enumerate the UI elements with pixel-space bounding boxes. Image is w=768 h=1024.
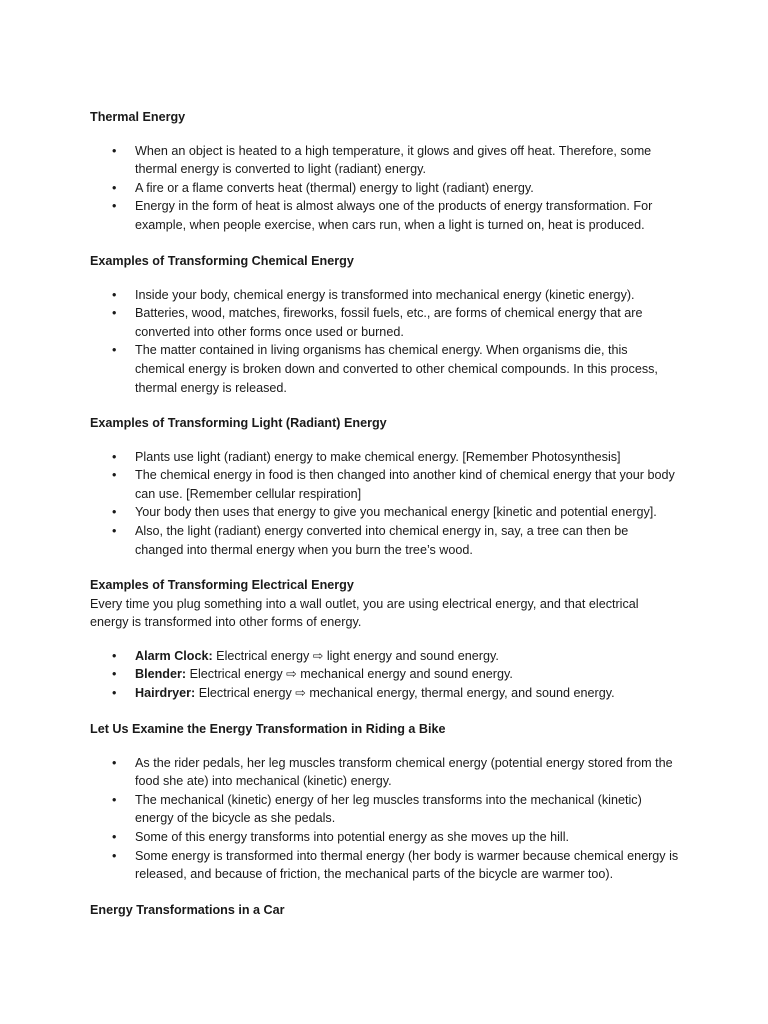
bullet-icon: •	[112, 505, 117, 520]
list-item: • Your body then uses that energy to give you mechanical energy [kinetic and potential energy].	[90, 503, 680, 522]
section-riding-bike	[90, 720, 680, 884]
bullet-icon: •	[112, 829, 117, 844]
bullet-icon: •	[112, 755, 117, 770]
section-heading: Thermal Energy	[90, 110, 186, 124]
section-heading: Energy Transformations in a Car	[90, 903, 285, 917]
section-heading: Let Us Examine the Energy Transformation in Riding a Bike	[90, 722, 446, 736]
bullet-icon: •	[112, 449, 117, 464]
bullet-icon: •	[112, 648, 117, 663]
section-heading: Examples of Transforming Chemical Energy	[90, 254, 354, 268]
bullet-icon: •	[112, 792, 117, 807]
section-car	[90, 901, 680, 920]
bullet-icon: •	[112, 199, 117, 214]
list-item: • Energy in the form of heat is almost always one of the products of energy transformation. For example, when people exercise, when cars run, when a light is turned on, heat is produced.	[112, 199, 653, 232]
bullet-icon: •	[112, 848, 117, 863]
section-heading: Examples of Transforming Electrical Energy	[90, 578, 354, 592]
list-item: • The matter contained in living organisms has chemical energy. When organisms die, this chemical energy is broken down and converted to other chemical compounds. In this process, thermal energy is released.	[112, 343, 658, 395]
bullet-icon: •	[112, 667, 117, 682]
list-item: • Some energy is transformed into thermal energy (her body is warmer because chemical energy is released, and because of friction, the mechanical parts of the bicycle are warmer too).	[112, 848, 679, 882]
list-item: • Alarm Clock: Electrical energy ⇨ light energy and sound energy.	[90, 647, 680, 666]
list-item: • Some of this energy transforms into potential energy as she moves up the hill.	[90, 828, 680, 847]
section-chemical-energy	[90, 252, 680, 397]
bullet-list	[90, 754, 680, 884]
section-thermal-energy	[90, 108, 680, 235]
bullet-list	[90, 647, 680, 703]
section-light-energy	[90, 414, 680, 559]
list-item: • When an object is heated to a high temperature, it glows and gives off heat. Therefore, some thermal energy is converted to light (radiant) energy.	[112, 143, 652, 177]
section-electrical-energy	[90, 576, 680, 703]
list-item: • As the rider pedals, her leg muscles transform chemical energy (potential energy stored from the food she ate) into mechanical (kinetic) energy.	[112, 755, 673, 789]
list-item: • Blender: Electrical energy ⇨ mechanical energy and sound energy.	[90, 665, 680, 684]
list-item: • Inside your body, chemical energy is transformed into mechanical energy (kinetic energy).	[90, 286, 680, 305]
bullet-icon: •	[112, 287, 117, 302]
bullet-icon: •	[112, 685, 117, 700]
list-item: • Batteries, wood, matches, fireworks, fossil fuels, etc., are forms of chemical energy that are converted into other forms once used or burned.	[112, 306, 643, 339]
bullet-icon: •	[112, 180, 117, 195]
bullet-icon: •	[112, 468, 117, 483]
bullet-icon: •	[112, 143, 117, 158]
list-item: • A fire or a flame converts heat (thermal) energy to light (radiant) energy.	[90, 179, 680, 198]
section-heading: Examples of Transforming Light (Radiant) Energy	[90, 416, 387, 430]
list-item: • Hairdryer: Electrical energy ⇨ mechanical energy, thermal energy, and sound energy.	[90, 684, 680, 703]
section-intro: Every time you plug something into a wall outlet, you are using electrical energy, and that electrical energy is transformed into other forms of energy.	[90, 596, 639, 630]
list-item: • The chemical energy in food is then changed into another kind of chemical energy that your body can use. [Remember cellular respiration]	[112, 468, 675, 501]
list-item: • Plants use light (radiant) energy to make chemical energy. [Remember Photosynthesis]	[90, 448, 680, 467]
bullet-icon: •	[112, 306, 117, 321]
bullet-icon: •	[112, 343, 117, 358]
list-item: • Also, the light (radiant) energy converted into chemical energy in, say, a tree can then be changed into thermal energy when you burn the tree’s wood.	[112, 523, 629, 557]
list-item: • The mechanical (kinetic) energy of her leg muscles transforms into the mechanical (kinetic) energy of the bicycle as she pedals.	[112, 792, 642, 826]
bullet-icon: •	[112, 523, 117, 538]
bullet-list	[90, 448, 680, 560]
bullet-list	[90, 286, 680, 398]
bullet-list	[90, 142, 680, 235]
